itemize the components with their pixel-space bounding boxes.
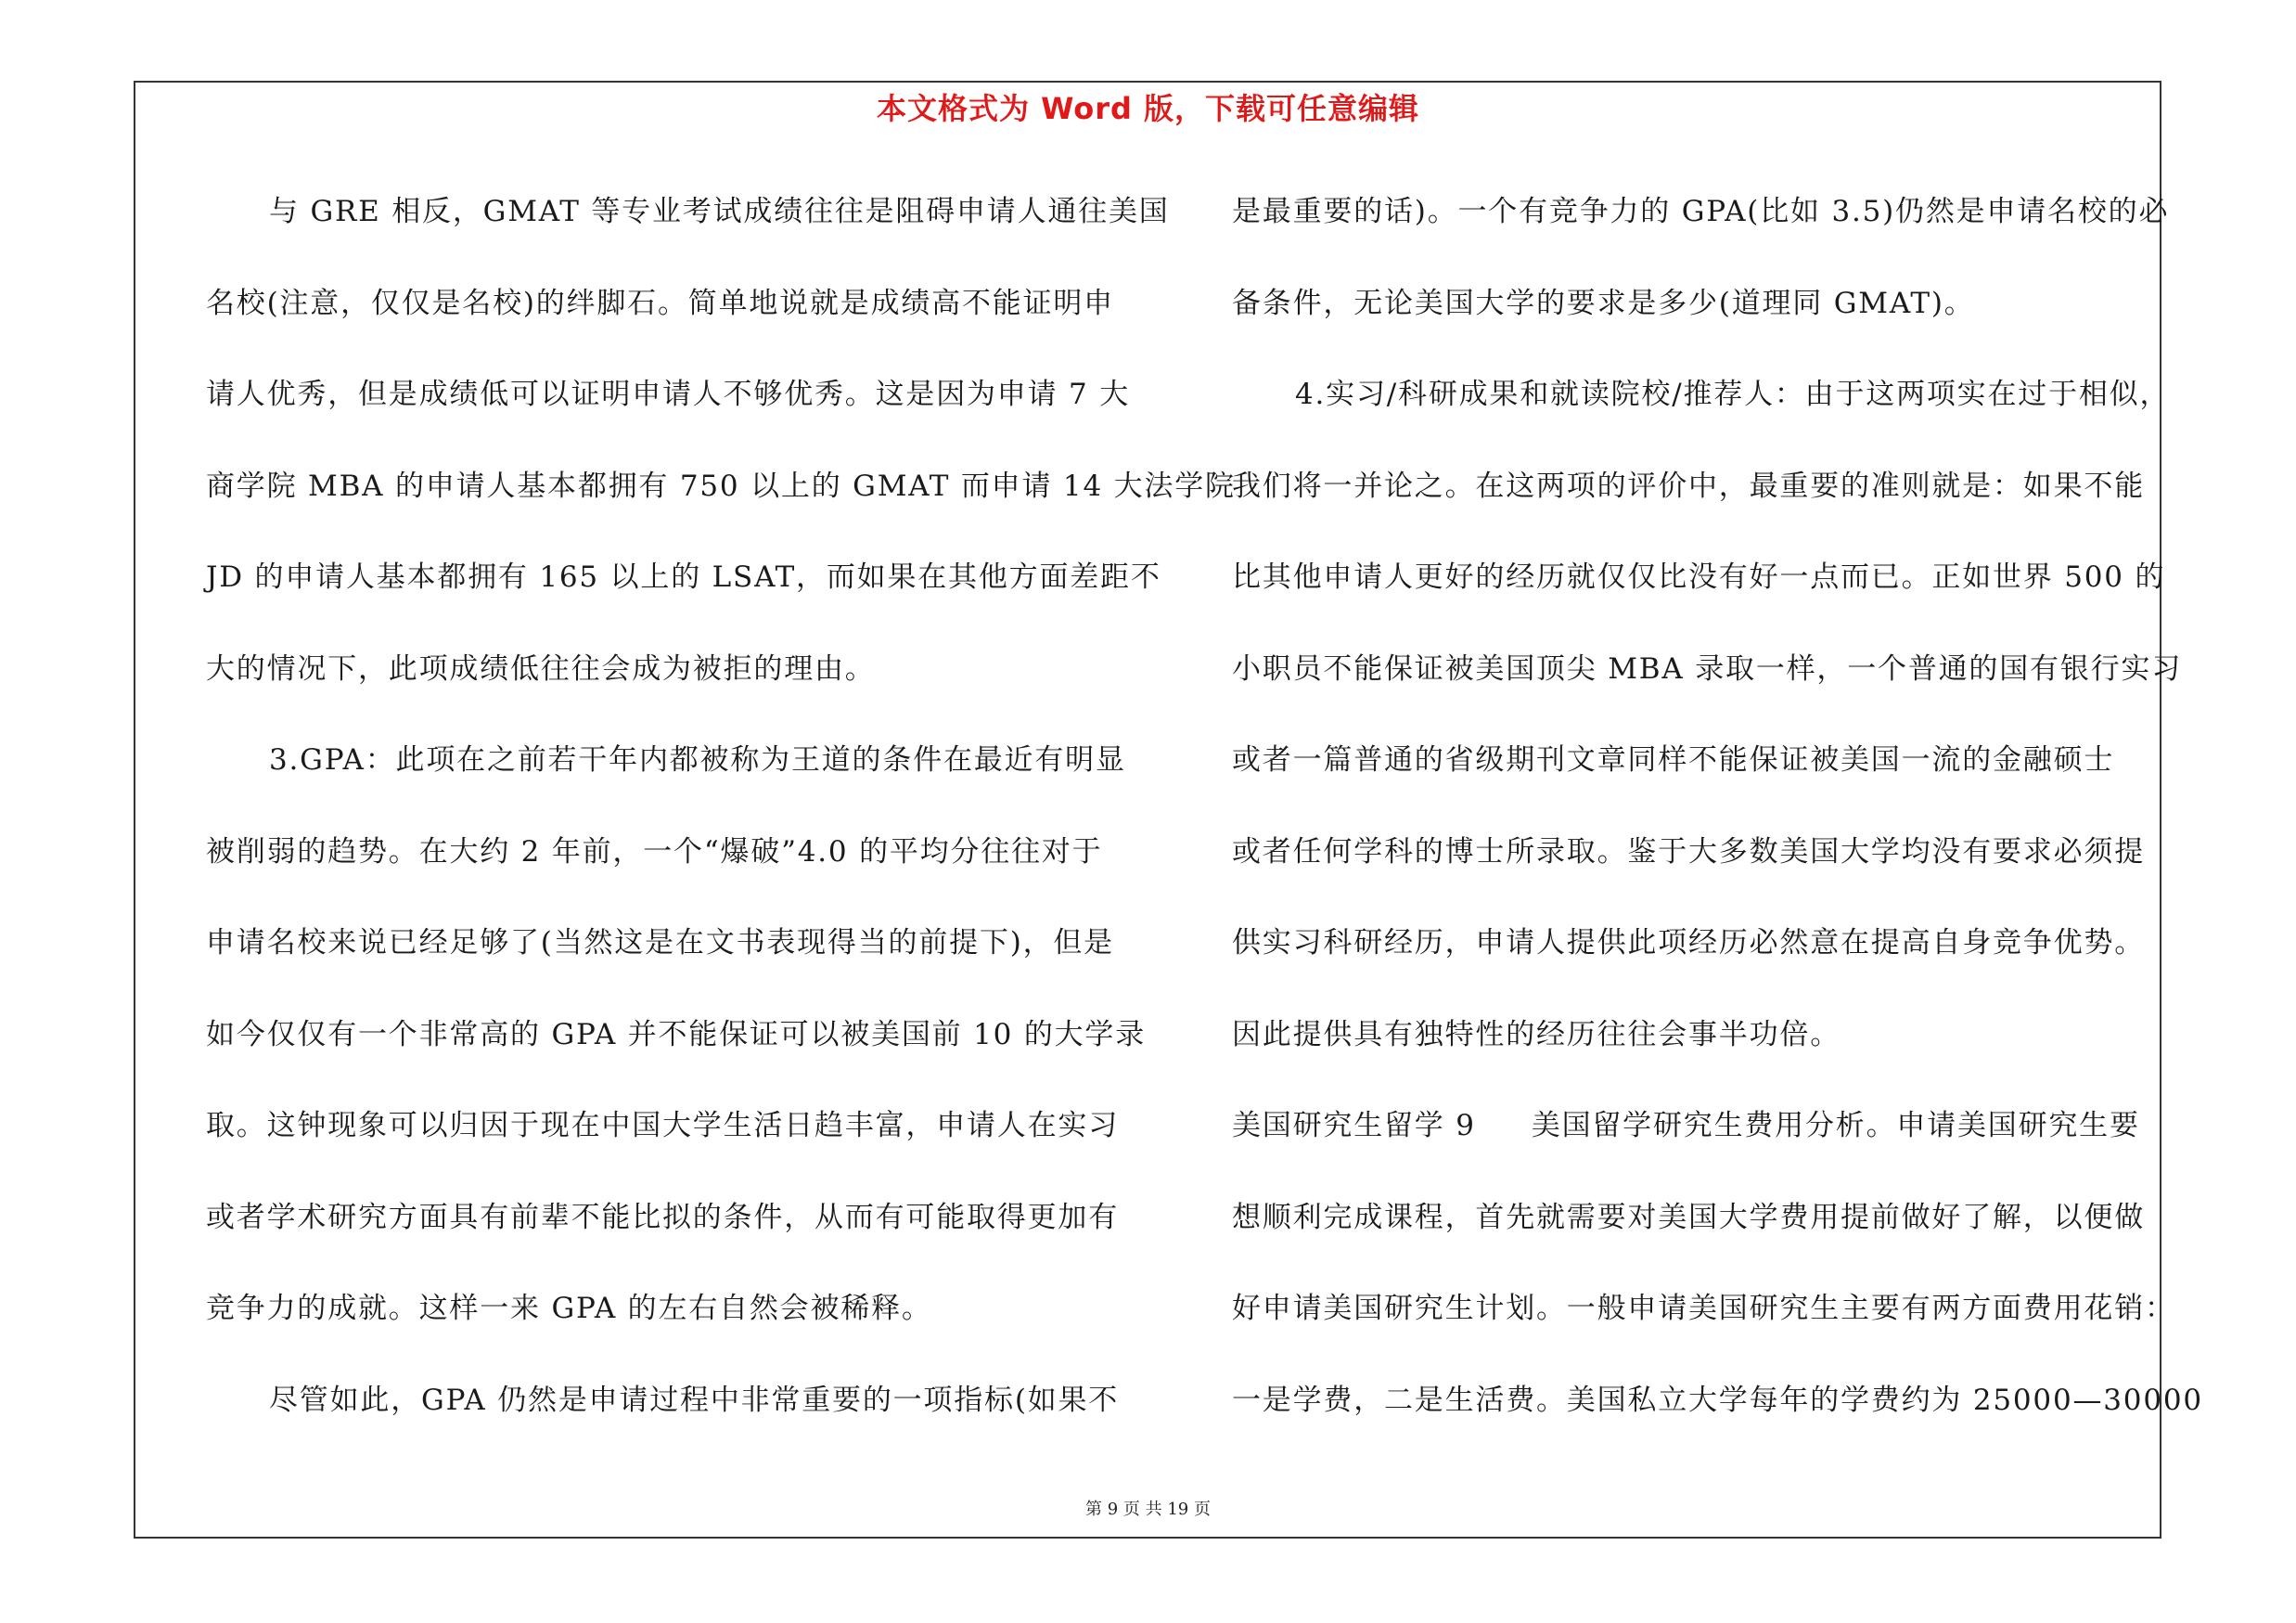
text-line: 供实习科研经历，申请人提供此项经历必然意在提高自身竞争优势。 [1232,926,2145,960]
text-line: 备条件，无论美国大学的要求是多少(道理同 GMAT)。 [1232,286,1975,320]
text-line: 或者任何学科的博士所录取。鉴于大多数美国大学均没有要求必须提 [1232,834,2145,869]
text-line: 因此提供具有独特性的经历往往会事半功倍。 [1232,1017,1841,1051]
text-line: 取。这钟现象可以归因于现在中国大学生活日趋丰富，申请人在实习 [206,1109,1119,1142]
text-line: 或者一篇普通的省级期刊文章同样不能保证被美国一流的金融硕士 [1232,743,2115,777]
text-line: 4.实习/科研成果和就读院校/推荐人：由于这两项实在过于相似， [1295,378,2171,411]
text-line: 比其他申请人更好的经历就仅仅比没有好一点而已。正如世界 500 的 [1232,560,2166,594]
text-line: 与 GRE 相反，GMAT 等专业考试成绩往往是阻碍申请人通往美国 [269,195,1170,228]
text-line: 名校(注意，仅仅是名校)的绊脚石。简单地说就是成绩高不能证明申 [206,286,1114,320]
text-line: 尽管如此，GPA 仍然是申请过程中非常重要的一项指标(如果不 [269,1383,1120,1417]
section-heading-line [1232,1098,2178,1190]
text-line: 申请名校来说已经足够了(当然这是在文书表现得当的前提下)，但是 [206,926,1114,960]
text-line: 小职员不能保证被美国顶尖 MBA 录取一样，一个普通的国有银行实习 [1232,651,2183,686]
text-line: 想顺利完成课程，首先就需要对美国大学费用提前做好了解，以便做 [1232,1200,2145,1234]
text-line: 请人优秀，但是成绩低可以证明申请人不够优秀。这是因为申请 7 大 [206,378,1131,411]
right-column [1232,184,2203,1463]
text-line: 或者学术研究方面具有前辈不能比拟的条件，从而有可能取得更加有 [206,1200,1119,1234]
text-line: 被削弱的趋势。在大约 2 年前，一个“爆破”4.0 的平均分往往对于 [206,834,1103,869]
text-line: 一是学费，二是生活费。美国私立大学每年的学费约为 25000—30000 [1232,1383,2203,1417]
page-number-footer: 第 9 页 共 19 页 [1085,1500,1211,1519]
text-line: 竞争力的成就。这样一来 GPA 的左右自然会被稀释。 [206,1292,932,1325]
text-line: 好申请美国研究生计划。一般申请美国研究生主要有两方面费用花销： [1232,1292,2175,1325]
section-heading: 美国研究生留学 9 [1232,1109,1476,1142]
text-line: 商学院 MBA 的申请人基本都拥有 750 以上的 GMAT 而申请 14 大法学院 [206,469,1236,503]
text-line: JD 的申请人基本都拥有 165 以上的 LSAT，而如果在其他方面差距不 [206,560,1161,594]
text-line: 大的情况下，此项成绩低往往会成为被拒的理由。 [206,651,876,686]
text-line: 是最重要的话)。一个有竞争力的 GPA(比如 3.5)仍然是申请名校的必 [1232,195,2170,228]
text-line: 3.GPA：此项在之前若干年内都被称为王道的条件在最近有明显 [269,743,1126,777]
left-column [206,184,1236,1463]
section-lead-text: 美国留学研究生费用分析。申请美国研究生要 [1531,1109,2140,1142]
text-line: 如今仅仅有一个非常高的 GPA 并不能保证可以被美国前 10 的大学录 [206,1017,1147,1051]
text-line: 我们将一并论之。在这两项的评价中，最重要的准则就是：如果不能 [1232,469,2145,503]
document-banner: 本文格式为 Word 版，下载可任意编辑 [876,91,1420,126]
